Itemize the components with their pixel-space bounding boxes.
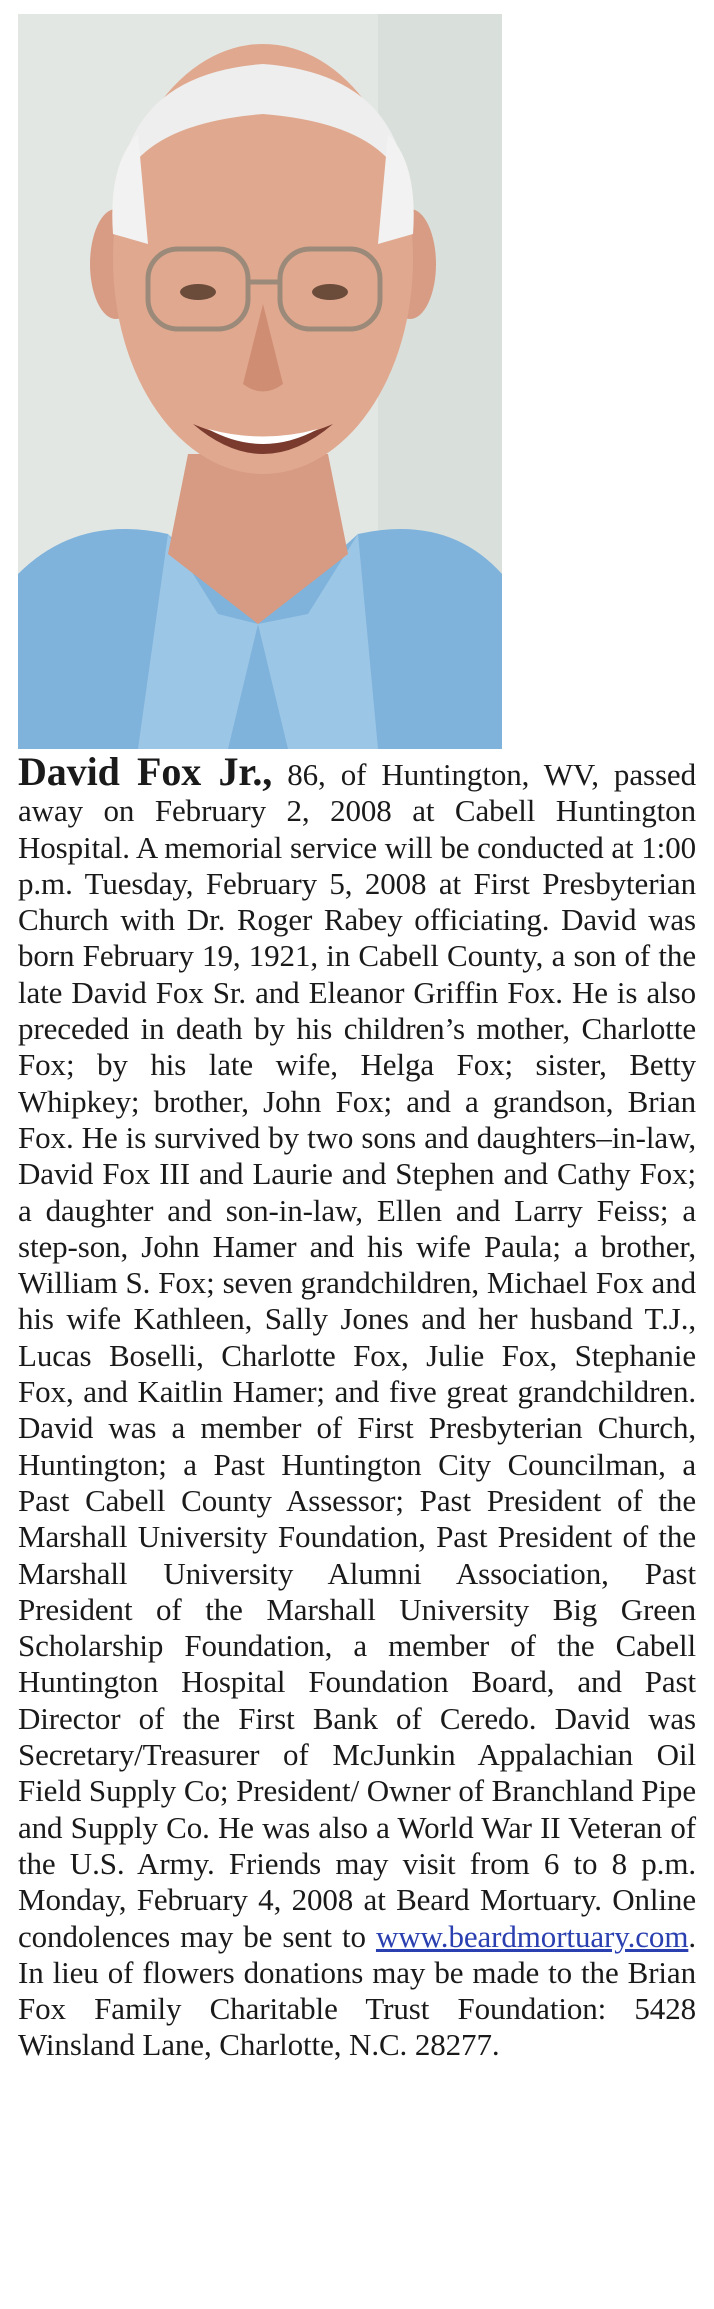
portrait-illustration xyxy=(18,14,502,749)
obituary-closing: . In lieu of flowers donations may be made to the Brian Fox Family Charitable Trust Foundation: 5428 Winsland Lane, Charlotte, N.C. 28277. xyxy=(18,1918,696,2063)
deceased-name: David Fox Jr., xyxy=(18,749,273,794)
obituary-body: 86, of Huntington, WV, passed away on February 2, 2008 at Cabell Huntington Hospital. A memorial service will be conducted at 1:00 p.m. Tuesday, February 5, 2008 at First Presbyterian Church with Dr. Roger Rabey officiating. David was born February 19, 1921, in Cabell County, a son of the late David Fox Sr. and Eleanor Griffin Fox. He is also preceded in death by his children’s mother, Charlotte Fox; by his late wife, Helga Fox; sister, Betty Whipkey; brother, John Fox; and a grandson, Brian Fox. He is survived by two sons and daughters–in-law, David Fox III and Laurie and Stephen and Cathy Fox; a daughter and son-in-law, Ellen and Larry Feiss; a step-son, John Hamer and his wife Paula; a brother, William S. Fox; seven grandchildren, Michael Fox and his wife Kathleen, Sally Jones and her husband T.J., Lucas Boselli, Charlotte Fox, Julie Fox, Stephanie Fox, and Kaitlin Hamer; and five great grandchildren. David was a member of First Presbyterian Church, Huntington; a Past Huntington City Councilman, a Past Cabell County Assessor; Past President of the Marshall University Foundation, Past President of the Marshall University Alumni Association, Past President of the Marshall University Big Green Scholarship Foundation, a member of the Cabell Huntington Hospital Foundation Board, and Past Director of the First Bank of Ceredo. David was Secretary/Treasurer of McJunkin Appalachian Oil Field Supply Co; President/ Owner of Branchland Pipe and Supply Co. He was also a World War II Veteran of the U.S. Army. Friends may visit from 6 to 8 p.m. Monday, February 4, 2008 at Beard Mortuary. Online condolences may be sent to xyxy=(18,757,696,1954)
portrait-photo xyxy=(18,14,502,749)
obituary-text xyxy=(18,749,696,2064)
mortuary-link[interactable]: www.beardmortuary.com xyxy=(375,1918,689,1954)
